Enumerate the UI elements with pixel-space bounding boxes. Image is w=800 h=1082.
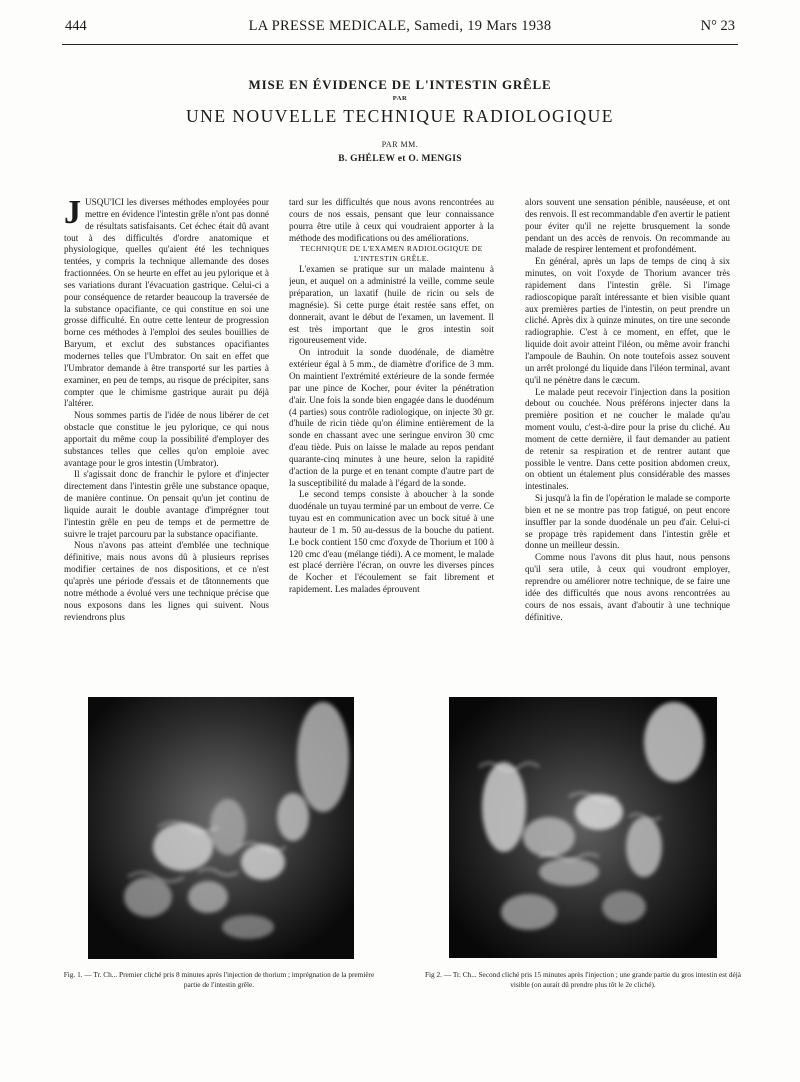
paragraph: JUSQU'ICI les diverses méthodes employées pour mettre en évidence l'intestin grêle n'ont pas donné de résultats satisfaisants. Cet échec était dû avant tout à des difficultés d'ordre anatomique et physiologique, quelles qu'aient été les techniques tentées, y compris la technique allemande des doses fractionnées. On se heurte en effet au jeu pylorique et à ses variations durant l'évacuation gastrique. Celui-ci a pour conséquence de retarder beaucoup la traversée de la substance opacifiante, ce qui constitue en soi une grosse difficulté. En outre cette lenteur de progression borne ces méthodes à l'emploi des seules bouillies de Baryum, et exclut des substances opacifiantes modernes telles que l'Umbrator. On sait en effet que l'Umbrator demande à être transporté sur les parties à examiner, en peu de temps, au risque de précipiter, sans compter que le chimisme gastrique aurait pu déjà l'altérer. [64,197,269,409]
article-title-line1: MISE EN ÉVIDENCE DE L'INTESTIN GRÊLE [248,77,552,92]
paragraph: Si jusqu'à la fin de l'opération le malade se comporte bien et ne se montre pas trop fatigué, on peut encore insuffler par la sonde duodénale un peu d'air. Celui-ci se propage très rapidement dans l'intestin grêle et donne un meilleur dessin. [525,493,730,551]
paragraph: tard sur les difficultés que nous avons rencontrées au cours de nos essais, pensant que leur connaissance pourra être utile à ceux qui voudraient apporter à la méthode des modifications ou des améliorations. [289,197,494,243]
drop-cap: J [64,197,81,231]
paragraph: alors souvent une sensation pénible, nauséeuse, et ont des renvois. Il est recommandable d'en avertir le patient pour éviter qu'il ne rejette brusquement la sonde pendant un des accès de renvois. On recommande au malade de respirer lentement et profondément. [525,197,730,255]
issue-number: N° 23 [700,18,735,34]
journal-title: LA PRESSE MEDICALE, Samedi, 19 Mars 1938 [248,18,552,34]
article-authors: B. GHÉLEW et O. MENGIS [338,154,462,164]
figure-1-caption: Fig. 1. — Tr. Ch... Premier cliché pris 8 minutes après l'injection de thorium ; imprégnation de la première partie de l'intestin grêle. [63,970,375,989]
article-title-line2: UNE NOUVELLE TECHNIQUE RADIOLOGIQUE [186,106,614,126]
radiograph-image-2 [449,697,717,958]
paragraph: L'examen se pratique sur un malade maintenu à jeun, et auquel on a administré la veille, comme seule préparation, un laxatif (huile de ricin ou sels de magnésie). Si cette purge était restée sans effet, on donnerait, avant le début de l'examen, un lavement. Il est très important que le gros intestin soit rigoureusement vide. [289,264,494,346]
radiograph-figure-2 [449,697,717,958]
paragraph: En général, après un laps de temps de cinq à six minutes, on voit l'oxyde de Thorium avancer très rapidement dans l'intestin grêle. Si l'image radioscopique paraît intéressante et bien visible quant aux premières parties de l'intestin, on peut prendre un cliché. Après dix à quinze minutes, on tire une seconde radiographie. C'est à ce moment, en effet, que le liquide doit avoir atteint l'iléon, ou même avoir franchi l'ampoule de Bauhin. On note toutefois assez souvent un arrêt prolongé du liquide dans l'iléon terminal, avant qu'il ne pénètre dans le cæcum. [525,256,730,385]
text-column-1 [64,197,269,672]
text-column-3 [525,197,730,672]
paragraph: Le second temps consiste à aboucher à la sonde duodénale un tuyau terminé par un embout de verre. Ce tuyau est en communication avec un bock situé à une hauteur de 1 m. 50 au-dessus de la bouche du patient. Le bock contient 150 cmc d'oxyde de Thorium et 100 à 120 cmc d'eau (mélange tiédi). A ce moment, le malade est placé derrière l'écran, on ouvre les diverses pinces de Kocher et l'écoulement se fait librement et rapidement. Les malades éprouvent [289,489,494,595]
radiograph-image-1 [88,697,354,959]
paragraph: Nous sommes partis de l'idée de nous libérer de cet obstacle que constitue le jeu pylorique, ce qui nous apportait du même coup la possibilité d'employer des substances telles que celles qu'on emploie avec avantage pour le gros intestin (Umbrator). [64,410,269,468]
page-number: 444 [65,18,87,34]
paragraph: Le malade peut recevoir l'injection dans la position debout ou couchée. Nous préférons injecter dans la première position et ne coucher le malade qu'au moment voulu, c'est-à-dire pour la prise du cliché. Au moment de cette dernière, il faut demander au patient de retenir sa respiration et de rentrer autant que possible le ventre. Dans cette position abdomen creux, on obtient un étalement plus considérable des masses intestinales. [525,386,730,492]
paragraph: On introduit la sonde duodénale, de diamètre extérieur égal à 5 mm., de diamètre d'orifice de 3 mm. On maintient l'extrémité extérieure de la sonde fermée par une pince de Kocher, pour éviter la pénétration d'air. Une fois la sonde bien engagée dans le duodénum (4 parties) sous contrôle radiologique, on injecte 30 gr. d'huile de ricin tiède qu'on élimine entièrement de la sonde en chassant avec une seringue environ 30 cmc d'eau tiède. Puis on laisse le malade au repos pendant quarante-cinq minutes à une heure, selon la rapidité d'action de la purge et en tenant compte d'autre part de la susceptibilité du malade à l'égard de la sonde. [289,347,494,488]
article-par: PAR [392,95,408,102]
text-column-2 [289,197,494,672]
paragraph: Comme nous l'avons dit plus haut, nous pensons qu'il sera utile, à ceux qui voudront employer, reprendre ou améliorer notre technique, de se faire une idée des difficultés que nous avons rencontrées au cours de nos essais, avant d'aboutir à une technique définitive. [525,552,730,622]
running-header [65,18,735,38]
radiograph-figure-1 [88,697,354,959]
header-rule [62,44,738,45]
article-par-mm: PAR MM. [381,140,419,149]
paragraph: Il s'agissait donc de franchir le pylore et d'injecter directement dans l'intestin grêle une substance opaque, de manière continue. On pensait qu'un jet continu de liquide aurait le double avantage d'imprégner tout l'intestin grêle en peu de temps et de permettre de suivre le trajet parcouru par la substance opacifiante. [64,469,269,539]
section-heading: TECHNIQUE DE L'EXAMEN RADIOLOGIQUE DE L'INTESTIN GRÊLE. [300,244,483,264]
figure-2-caption: Fig 2. — Tr. Ch... Second cliché pris 15 minutes après l'injection ; une grande partie du gros intestin est déjà visible (on aurait dû prendre plus tôt le 2e cliché). [424,970,742,989]
paragraph: Nous n'avons pas atteint d'emblée une technique définitive, mais nous avons dû à plusieurs reprises modifier certaines de nos dispositions, et ce n'est qu'après une période d'essais et de tâtonnements que notre méthode a évolué vers une technique précise que nous exposons dans les lignes qui suivent. Nous reviendrons plus [64,540,269,622]
